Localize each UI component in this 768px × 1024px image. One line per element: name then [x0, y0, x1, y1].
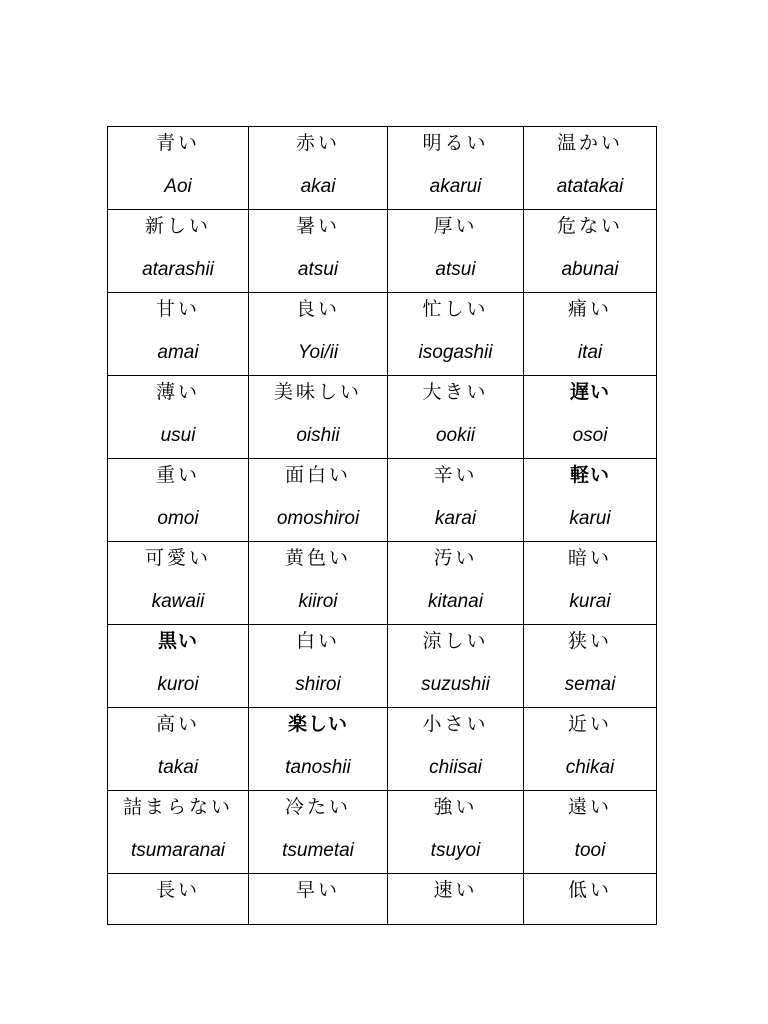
romaji-reading: oishii — [296, 425, 340, 446]
japanese-word: 甘い — [155, 298, 200, 320]
table-cell — [249, 542, 388, 625]
table-cell — [388, 459, 524, 542]
japanese-word: 危ない — [556, 215, 623, 237]
table-cell — [388, 127, 524, 210]
romaji-reading: atarashii — [142, 259, 214, 280]
romaji-reading: semai — [564, 674, 616, 695]
japanese-word: 詰まらない — [122, 796, 233, 818]
japanese-word: 小さい — [422, 713, 489, 735]
japanese-word: 近い — [567, 713, 612, 735]
romaji-reading: takai — [157, 757, 199, 778]
japanese-word: 長い — [155, 879, 200, 901]
romaji-reading: ookii — [435, 425, 476, 446]
table-cell — [108, 708, 249, 791]
table-cell — [388, 708, 524, 791]
japanese-word: 明るい — [422, 132, 489, 154]
romaji-reading: kuroi — [157, 674, 199, 695]
table-cell — [249, 127, 388, 210]
table-cell — [249, 210, 388, 293]
japanese-word: 白い — [295, 630, 340, 652]
romaji-reading: karai — [434, 508, 477, 529]
romaji-reading: Yoi/ii — [297, 342, 339, 363]
romaji-reading: kawaii — [151, 591, 205, 612]
table-cell — [524, 625, 657, 708]
japanese-word: 楽しい — [287, 713, 348, 735]
table-cell — [388, 874, 524, 925]
vocabulary-table — [107, 126, 657, 925]
table-row — [108, 293, 657, 376]
romaji-reading: isogashii — [418, 342, 493, 363]
romaji-reading: tsuyoi — [430, 840, 481, 861]
romaji-reading: usui — [160, 425, 196, 446]
table-cell — [108, 293, 249, 376]
table-cell — [524, 293, 657, 376]
romaji-reading: suzushii — [421, 674, 490, 695]
japanese-word: 暑い — [295, 215, 340, 237]
table-cell — [108, 791, 249, 874]
japanese-word: 面白い — [284, 464, 351, 486]
table-row — [108, 625, 657, 708]
table-row — [108, 459, 657, 542]
table-cell — [388, 293, 524, 376]
romaji-reading: atsui — [435, 259, 476, 280]
table-cell — [388, 210, 524, 293]
japanese-word: 軽い — [569, 464, 610, 486]
table-cell — [249, 874, 388, 925]
japanese-word: 暗い — [567, 547, 612, 569]
table-cell — [524, 542, 657, 625]
japanese-word: 赤い — [295, 132, 340, 154]
romaji-reading: atatakai — [556, 176, 624, 197]
table-cell — [249, 791, 388, 874]
japanese-word: 良い — [295, 298, 340, 320]
romaji-reading: omoi — [157, 508, 199, 529]
japanese-word: 可愛い — [144, 547, 211, 569]
japanese-word: 厚い — [433, 215, 478, 237]
table-cell — [108, 625, 249, 708]
romaji-reading: chiisai — [429, 757, 482, 778]
table-cell — [249, 376, 388, 459]
table-row — [108, 127, 657, 210]
japanese-word: 青い — [155, 132, 200, 154]
japanese-word: 大きい — [422, 381, 489, 403]
table-cell — [108, 459, 249, 542]
japanese-word: 黒い — [157, 630, 198, 652]
table-cell — [108, 376, 249, 459]
table-row — [108, 542, 657, 625]
table-cell — [388, 542, 524, 625]
romaji-reading: akarui — [429, 176, 482, 197]
japanese-word: 辛い — [433, 464, 478, 486]
japanese-word: 早い — [295, 879, 340, 901]
table-cell — [249, 459, 388, 542]
table-cell — [388, 625, 524, 708]
table-cell — [388, 791, 524, 874]
japanese-word: 黄色い — [284, 547, 351, 569]
table-row — [108, 376, 657, 459]
japanese-word: 薄い — [155, 381, 200, 403]
table-row — [108, 791, 657, 874]
japanese-word: 忙しい — [422, 298, 489, 320]
romaji-reading: shiroi — [295, 674, 341, 695]
japanese-word: 新しい — [144, 215, 211, 237]
table-cell — [524, 210, 657, 293]
table-cell — [249, 625, 388, 708]
japanese-word: 痛い — [567, 298, 612, 320]
romaji-reading: kurai — [569, 591, 611, 612]
romaji-reading: atsui — [297, 259, 339, 280]
table-cell — [524, 708, 657, 791]
table-cell — [388, 376, 524, 459]
table-row — [108, 210, 657, 293]
vocabulary-table-body — [108, 127, 657, 925]
table-cell — [249, 708, 388, 791]
japanese-word: 冷たい — [284, 796, 351, 818]
romaji-reading: tooi — [574, 840, 606, 861]
romaji-reading: omoshiroi — [276, 508, 360, 529]
table-cell — [108, 874, 249, 925]
table-row — [108, 874, 657, 925]
japanese-word: 遅い — [569, 381, 610, 403]
japanese-word: 狭い — [567, 630, 612, 652]
table-cell — [524, 459, 657, 542]
table-cell — [249, 293, 388, 376]
romaji-reading: Aoi — [164, 176, 192, 197]
japanese-word: 汚い — [433, 547, 478, 569]
romaji-reading: abunai — [561, 259, 619, 280]
table-cell — [108, 542, 249, 625]
japanese-word: 温かい — [556, 132, 623, 154]
japanese-word: 遠い — [567, 796, 612, 818]
romaji-reading: kitanai — [428, 591, 483, 612]
japanese-word: 速い — [433, 879, 478, 901]
romaji-reading: tsumetai — [282, 840, 354, 861]
table-cell — [524, 127, 657, 210]
table-cell — [108, 127, 249, 210]
japanese-word: 重い — [155, 464, 200, 486]
table-cell — [524, 874, 657, 925]
japanese-word: 高い — [155, 713, 200, 735]
romaji-reading: osoi — [572, 425, 608, 446]
romaji-reading: amai — [157, 342, 199, 363]
romaji-reading: tsumaranai — [131, 840, 225, 861]
romaji-reading: kiiroi — [298, 591, 338, 612]
romaji-reading: chikai — [565, 757, 615, 778]
romaji-reading: itai — [577, 342, 603, 363]
table-cell — [108, 210, 249, 293]
table-cell — [524, 791, 657, 874]
table-row — [108, 708, 657, 791]
japanese-word: 美味しい — [273, 381, 362, 403]
japanese-word: 低い — [567, 879, 612, 901]
japanese-word: 強い — [433, 796, 478, 818]
romaji-reading: karui — [569, 508, 611, 529]
table-cell — [524, 376, 657, 459]
japanese-word: 涼しい — [422, 630, 489, 652]
romaji-reading: akai — [300, 176, 336, 197]
romaji-reading: tanoshii — [285, 757, 351, 778]
